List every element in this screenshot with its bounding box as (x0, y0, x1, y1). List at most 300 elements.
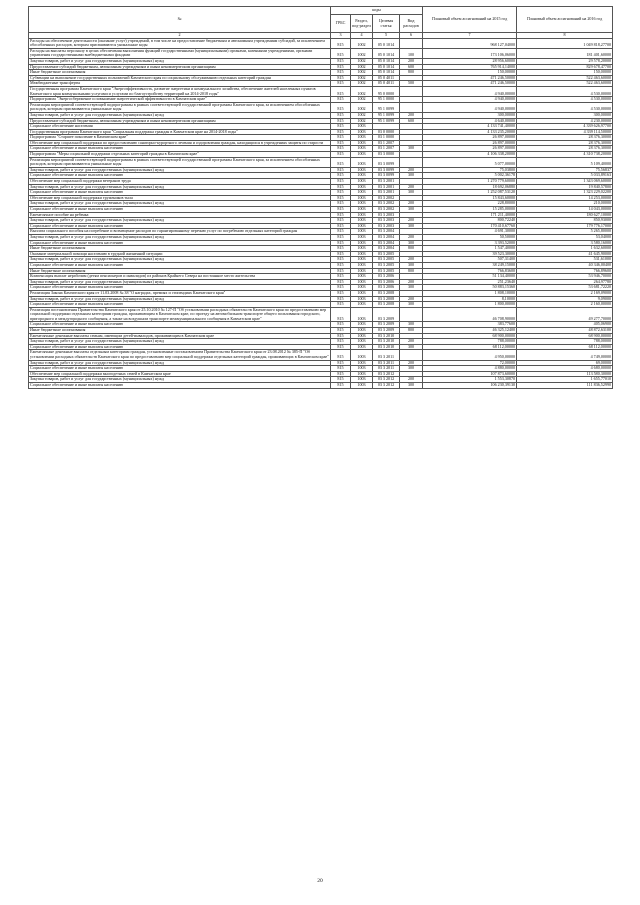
row-amount-2016: 531,61000 (517, 257, 613, 263)
row-expense-type (400, 102, 423, 112)
row-section: 1003 (351, 285, 373, 291)
row-amount-2015: 50 883,15360 (423, 285, 517, 291)
row-description: Субвенции на выполнение государственных полномочий Камчатского края по социальному обслуживанию отдельных категорий граждан (29, 75, 331, 81)
row-description: Закупка товаров, работ и услуг для государственных (муниципальных) нужд (29, 58, 331, 64)
row-expense-type: 300 (400, 285, 423, 291)
row-amount-2016: 53 681,72220 (517, 285, 613, 291)
row-amount-2016: 4 749,00000 (517, 350, 613, 360)
row-grbs: 815 (331, 81, 351, 87)
row-amount-2016: 850,93000 (517, 218, 613, 224)
row-target-code: 03 1 0000 (373, 135, 400, 141)
row-grbs: 815 (331, 167, 351, 173)
row-description: Закупка товаров, работ и услуг для государственных (муниципальных) нужд (29, 279, 331, 285)
row-description: Реализация мероприятий соответствующей подпрограммы в рамках соответствующей государственной программы Камчатского края, за исключением обособленных расходов, которым присваиваются уникальные коды (29, 157, 331, 167)
row-section: 1003 (351, 350, 373, 360)
row-amount-2015: 968 127,04000 (423, 38, 517, 48)
row-target-code: 05 0 1014 (373, 38, 400, 48)
row-amount-2016: 28 376,30000 (517, 135, 613, 141)
row-description: Закупка товаров, работ и услуг для государственных (муниципальных) нужд (29, 201, 331, 207)
row-section: 1003 (351, 360, 373, 366)
row-expense-type: 200 (400, 339, 423, 345)
row-description: Социальное обеспечение и иные выплаты населению (29, 173, 331, 179)
row-target-code: 03 3 2004 (373, 234, 400, 240)
row-expense-type: 200 (400, 58, 423, 64)
row-target-code: 95 0 0000 (373, 86, 400, 96)
row-description: Обеспечение мер социальной поддержки по предоставлению санаторно-курортного лечения и оздоровления граждан, находящихся в учреждениях защиты по старости (29, 140, 331, 146)
row-grbs: 815 (331, 350, 351, 360)
row-description: Социальное обеспечение и иные выплаты населению (29, 383, 331, 389)
row-target-code: 05 0 1014 (373, 64, 400, 70)
row-target-code: 03 3 2011 (373, 350, 400, 360)
row-section: 1003 (351, 124, 373, 130)
row-amount-2016: 28 376,30000 (517, 140, 613, 146)
column-number-cell: 5 (373, 33, 400, 39)
row-amount-2015: 788,00000 (423, 339, 517, 345)
row-amount-2016: 113 580,30000 (517, 371, 613, 377)
row-amount-2015: 4 106 338,20000 (423, 152, 517, 158)
row-section: 1003 (351, 218, 373, 224)
row-target-code: 03 3 0099 (373, 167, 400, 173)
row-target-code: 03 3 2006 (373, 285, 400, 291)
row-expense-type: 200 (400, 296, 423, 302)
row-amount-2015: 72,00000 (423, 360, 517, 366)
row-description: Расходы на выплаты персоналу в целях обеспечения выполнения функций государственными (муниципальными) органами, казенными учреждениями, органами управления государственными внебюджетными фондами (29, 48, 331, 58)
row-target-code: 95 1 0099 (373, 118, 400, 124)
row-grbs: 815 (331, 129, 351, 135)
row-amount-2015: 471 246,50000 (423, 81, 517, 87)
row-description: Реализация Закона Камчатского края от 11.03.2008 № 38 "О наградах, премиях и стипендиях Камчатского края" (29, 290, 331, 296)
row-section: 1003 (351, 146, 373, 152)
row-target-code: 03 3 0099 (373, 173, 400, 179)
row-description: Закупка товаров, работ и услуг для государственных (муниципальных) нужд (29, 234, 331, 240)
row-grbs: 815 (331, 112, 351, 118)
row-target-code: 03 3 2004 (373, 246, 400, 252)
row-target-code: 03 3 2011 (373, 360, 400, 366)
row-target-code: 03 3 2003 (373, 212, 400, 218)
row-expense-type: 100 (400, 48, 423, 58)
row-amount-2016: 48 872,63100 (517, 328, 613, 334)
row-grbs: 815 (331, 223, 351, 229)
row-grbs: 815 (331, 97, 351, 103)
row-section: 1003 (351, 195, 373, 201)
row-grbs: 815 (331, 102, 351, 112)
row-amount-2016: 264,97780 (517, 279, 613, 285)
header-codes: коды (331, 7, 423, 15)
row-amount-2016: 4 680,00000 (517, 366, 613, 372)
table-row (29, 157, 613, 167)
row-grbs: 815 (331, 218, 351, 224)
row-amount-2015: 8,10000 (423, 296, 517, 302)
header-number: № (29, 7, 331, 33)
row-amount-2015: 150,00000 (423, 70, 517, 76)
row-target-code: 03 3 2004 (373, 229, 400, 235)
row-amount-2015: 4 940,00000 (423, 97, 517, 103)
header-expense-type: Вид расходов (400, 15, 423, 33)
row-amount-2015: 1 553,30870 (423, 377, 517, 383)
row-amount-2016: 5 109,40000 (517, 157, 613, 167)
table-body (29, 38, 613, 388)
row-grbs: 815 (331, 371, 351, 377)
row-section: 1003 (351, 184, 373, 190)
row-amount-2015: 1 800,00000 (423, 302, 517, 308)
row-expense-type: 300 (400, 190, 423, 196)
row-section: 1003 (351, 344, 373, 350)
row-grbs: 815 (331, 339, 351, 345)
row-amount-2015: 171 211,40000 (423, 212, 517, 218)
row-amount-2015: 4 133 741,40000 (423, 124, 517, 130)
row-amount-2015: 4 940,00000 (423, 86, 517, 96)
row-amount-2016: 4 339 626,97700 (517, 124, 613, 130)
row-target-code: 95 1 0099 (373, 102, 400, 112)
row-target-code: 03 3 2004 (373, 240, 400, 246)
row-grbs: 815 (331, 328, 351, 334)
budget-table-page (28, 6, 612, 389)
row-expense-type: 200 (400, 112, 423, 118)
row-amount-2015: 3 393,52000 (423, 240, 517, 246)
row-target-code: 03 3 2009 (373, 322, 400, 328)
row-section: 1003 (351, 135, 373, 141)
row-description: Закупка товаров, работ и услуг для государственных (муниципальных) нужд (29, 296, 331, 302)
column-number-cell: 3 (331, 33, 351, 39)
row-amount-2016: 5 265,80000 (517, 229, 613, 235)
row-section: 1002 (351, 112, 373, 118)
row-section: 1003 (351, 179, 373, 185)
row-grbs: 815 (331, 257, 351, 263)
row-section: 1003 (351, 167, 373, 173)
row-amount-2016: 829 678,47700 (517, 64, 613, 70)
row-amount-2015: 766,83600 (423, 268, 517, 274)
row-description: Подпрограмма "Энергосбережение и повышение энергетической эффективности в Камчатском крае" (29, 97, 331, 103)
row-target-code: 03 3 2005 (373, 257, 400, 263)
table-row (29, 102, 613, 112)
row-section: 1003 (351, 333, 373, 339)
table-row (29, 350, 613, 360)
row-amount-2016: 53 946,70000 (517, 274, 613, 280)
row-grbs: 815 (331, 118, 351, 124)
row-description: Иные бюджетные ассигнования (29, 246, 331, 252)
row-section: 1003 (351, 371, 373, 377)
row-amount-2015: 4 950,00000 (423, 350, 517, 360)
row-amount-2015: 68 900,00000 (423, 333, 517, 339)
row-amount-2016: 405,06900 (517, 322, 613, 328)
table-row (29, 38, 613, 48)
row-expense-type (400, 38, 423, 48)
row-grbs: 815 (331, 207, 351, 213)
row-target-code: 03 3 2010 (373, 339, 400, 345)
row-grbs: 815 (331, 195, 351, 201)
row-amount-2015: 300,00000 (423, 112, 517, 118)
row-description: Закупка товаров, работ и услуг для государственных (муниципальных) нужд (29, 377, 331, 383)
row-target-code: 03 3 2003 (373, 223, 400, 229)
row-expense-type: 300 (400, 344, 423, 350)
row-expense-type: 500 (400, 81, 423, 87)
row-section: 1003 (351, 173, 373, 179)
row-grbs: 815 (331, 146, 351, 152)
row-grbs: 815 (331, 38, 351, 48)
row-grbs: 815 (331, 322, 351, 328)
row-amount-2015: 39 523,30000 (423, 251, 517, 257)
row-section: 1003 (351, 274, 373, 280)
row-section: 1002 (351, 118, 373, 124)
row-section: 1003 (351, 129, 373, 135)
row-section: 1003 (351, 366, 373, 372)
row-amount-2015: 251,23640 (423, 279, 517, 285)
row-expense-type (400, 157, 423, 167)
row-target-code: 03 0 0000 (373, 129, 400, 135)
row-expense-type: 200 (400, 360, 423, 366)
row-grbs: 815 (331, 184, 351, 190)
row-expense-type: 800 (400, 246, 423, 252)
row-description: Государственная программа Камчатского края "Социальная поддержка граждан в Камчатском крае на 2014-2018 годы" (29, 129, 331, 135)
row-expense-type: 300 (400, 223, 423, 229)
row-section: 1002 (351, 64, 373, 70)
row-section: 1003 (351, 246, 373, 252)
row-amount-2016: 4 530,00000 (517, 86, 613, 96)
row-target-code: 03 3 2008 (373, 296, 400, 302)
row-amount-2016: 41 645,90000 (517, 251, 613, 257)
row-amount-2015: 26 897,00000 (423, 135, 517, 141)
row-amount-2016: 3 580,16000 (517, 240, 613, 246)
row-target-code: 03 3 2002 (373, 207, 400, 213)
row-target-code: 03 3 0000 (373, 152, 400, 158)
row-description: Закупка товаров, работ и услуг для государственных (муниципальных) нужд (29, 167, 331, 173)
row-grbs: 815 (331, 251, 351, 257)
row-expense-type: 300 (400, 322, 423, 328)
row-amount-2015: 107 873,60000 (423, 371, 517, 377)
row-grbs: 815 (331, 48, 351, 58)
row-grbs: 815 (331, 135, 351, 141)
row-amount-2016: 19 840,57800 (517, 184, 613, 190)
row-amount-2015: 1 547,40000 (423, 246, 517, 252)
row-amount-2015: 1 270 779,60000 (423, 179, 517, 185)
row-amount-2015: 18 692,06880 (423, 184, 517, 190)
row-expense-type: 600 (400, 64, 423, 70)
row-amount-2016: 5 033,89163 (517, 173, 613, 179)
row-target-code: 03 3 2002 (373, 195, 400, 201)
row-expense-type: 200 (400, 279, 423, 285)
row-description: Обеспечение мер социальной поддержки тружеников тыла (29, 195, 331, 201)
row-description: Социальное обеспечение и иные выплаты населению (29, 190, 331, 196)
row-section: 1003 (351, 339, 373, 345)
row-amount-2015: 228,80000 (423, 201, 517, 207)
row-grbs: 815 (331, 75, 351, 81)
row-section: 1003 (351, 190, 373, 196)
row-amount-2016: 522 463,60000 (517, 75, 613, 81)
row-grbs: 815 (331, 64, 351, 70)
table-row (29, 307, 613, 322)
row-expense-type: 200 (400, 167, 423, 173)
row-description: Иные бюджетные ассигнования (29, 70, 331, 76)
table-row (29, 48, 613, 58)
row-amount-2015: 68 112,00000 (423, 344, 517, 350)
page-number: 20 (317, 878, 323, 884)
row-section: 1003 (351, 328, 373, 334)
row-grbs: 815 (331, 360, 351, 366)
row-amount-2016: 4 530,00000 (517, 97, 613, 103)
row-description: Социальное обеспечение и иные выплаты населению (29, 302, 331, 308)
row-expense-type: 200 (400, 377, 423, 383)
row-amount-2016: 210,00000 (517, 201, 613, 207)
row-amount-2016: 179 776,17000 (517, 223, 613, 229)
row-amount-2016: 75,56837 (517, 167, 613, 173)
row-amount-2015: 46 325,12400 (423, 328, 517, 334)
row-amount-2015: 26 897,00000 (423, 146, 517, 152)
row-target-code: 03 3 2008 (373, 290, 400, 296)
row-amount-2016: 1 049 818,27700 (517, 38, 613, 48)
row-section: 1003 (351, 229, 373, 235)
row-amount-2016: 522 463,60000 (517, 81, 613, 87)
row-amount-2016: 181 401,60000 (517, 48, 613, 58)
row-target-code: 05 0 4011 (373, 75, 400, 81)
row-amount-2015: 765 914,14000 (423, 64, 517, 70)
row-section: 1002 (351, 97, 373, 103)
row-target-code: 03 3 2002 (373, 201, 400, 207)
row-expense-type: 300 (400, 173, 423, 179)
row-amount-2016: 1 632,60000 (517, 246, 613, 252)
row-amount-2015: 800,72240 (423, 218, 517, 224)
row-description: Закупка товаров, работ и услуг для государственных (муниципальных) нужд (29, 339, 331, 345)
row-grbs: 815 (331, 344, 351, 350)
row-target-code: 03 3 2001 (373, 184, 400, 190)
row-section: 1003 (351, 296, 373, 302)
row-amount-2015: 4 640,00000 (423, 118, 517, 124)
header-target: Целевая статья (373, 15, 400, 33)
row-target-code: 03 1 2007 (373, 146, 400, 152)
row-description: Социальное обеспечение и иные выплаты населению (29, 285, 331, 291)
row-description: Ежемесячные денежные выплаты отдельным категориям граждан, установленные постановлением Правительства Камчатского края от 23.08.2012 № 385-П "Об установлении расходных обязательств Камчатского края по предоставлению мер социальной поддержки отдельных категорий граждан, проживающих в Камчатском крае" (30, 349, 329, 360)
row-grbs: 815 (331, 229, 351, 235)
row-grbs: 815 (331, 366, 351, 372)
column-number-cell: 6 (400, 33, 423, 39)
row-section: 1003 (351, 290, 373, 296)
row-description: Закупка товаров, работ и услуг для государственных (муниципальных) нужд (29, 218, 331, 224)
row-amount-2016: 1 343 069,60000 (517, 179, 613, 185)
row-grbs: 815 (331, 302, 351, 308)
row-description: Компенсация выплат нерабочим (детям пенсионеров и инвалидов) из районов Крайнего Севера на постоянное место жительства (29, 274, 331, 280)
row-amount-2015: 1 252 087,53120 (423, 190, 517, 196)
row-target-code: 03 3 0099 (373, 157, 400, 167)
row-target-code: 05 0 1014 (373, 70, 400, 76)
column-number-cell: 7 (423, 33, 517, 39)
row-target-code: 05 0 1014 (373, 58, 400, 64)
row-grbs: 815 (331, 58, 351, 64)
row-description: Закупка товаров, работ и услуг для государственных (муниципальных) нужд (29, 184, 331, 190)
row-amount-2016: 788,00000 (517, 339, 613, 345)
row-expense-type: 300 (400, 207, 423, 213)
row-amount-2016: 4 230,00000 (517, 118, 613, 124)
row-expense-type: 800 (400, 328, 423, 334)
row-amount-2016: 766,89600 (517, 268, 613, 274)
row-amount-2016: 68 900,00000 (517, 333, 613, 339)
row-description: Государственная программа Камчатского края "Энергоэффективность, развитие энергетики и коммунального хозяйства, обеспечение жителей населенных пунктов Камчатского края коммунальными услугами и услугами по благоустройству территорий на 2014-2018 годы" (29, 86, 331, 96)
row-grbs: 815 (331, 333, 351, 339)
row-amount-2015: 383,77600 (423, 322, 517, 328)
row-description: Социальное обеспечение и иные выплаты населению (29, 262, 331, 268)
row-amount-2015: 26 897,00000 (423, 140, 517, 146)
row-description: Социальное обеспечение и иные выплаты населению (29, 322, 331, 328)
row-amount-2015: 5 077,00000 (423, 157, 517, 167)
row-amount-2015: 15 285,00000 (423, 207, 517, 213)
row-target-code: 03 3 2005 (373, 268, 400, 274)
row-description: Социальное обеспечение населения (29, 124, 331, 130)
row-amount-2015: 4 691,30000 (423, 229, 517, 235)
row-grbs: 815 (331, 157, 351, 167)
row-description: Оказание материальной помощи населению в трудной жизненной ситуации (29, 251, 331, 257)
column-number-cell: 2 (29, 33, 331, 39)
row-target-code: 95 1 0099 (373, 112, 400, 118)
row-target-code: 03 3 2005 (373, 262, 400, 268)
row-amount-2015: 75,03800 (423, 167, 517, 173)
row-expense-type (400, 350, 423, 360)
header-2016: Плановый объем ассигнований на 2016 год (517, 7, 613, 33)
column-number-cell: 4 (351, 33, 373, 39)
row-grbs: 815 (331, 212, 351, 218)
row-expense-type: 300 (400, 383, 423, 389)
row-description: Закупка товаров, работ и услуг для государственных (муниципальных) нужд (29, 257, 331, 263)
header-2015: Плановый объем ассигнований на 2015 год (423, 7, 517, 33)
row-section: 1003 (351, 268, 373, 274)
row-section: 1003 (351, 240, 373, 246)
row-target-code: 03 3 2010 (373, 344, 400, 350)
row-grbs: 815 (331, 173, 351, 179)
row-amount-2016: 4 310 738,20000 (517, 152, 613, 158)
row-amount-2016: 300,00000 (517, 112, 613, 118)
row-amount-2016: 4 339 114,50000 (517, 129, 613, 135)
row-amount-2015: 28 956,60000 (423, 58, 517, 64)
row-target-code: 03 3 2001 (373, 190, 400, 196)
row-expense-type (400, 86, 423, 96)
row-amount-2016: 14 253,00000 (517, 195, 613, 201)
row-amount-2016: 2 169,09000 (517, 290, 613, 296)
row-expense-type: 200 (400, 184, 423, 190)
row-amount-2016: 28 376,30000 (517, 146, 613, 152)
row-grbs: 815 (331, 296, 351, 302)
row-description: Обеспечение мер социальной поддержки ветеранов труда (29, 179, 331, 185)
row-amount-2016: 111 836,52990 (517, 383, 613, 389)
row-target-code: 03 3 2012 (373, 383, 400, 389)
row-amount-2015: 471 246,50000 (423, 75, 517, 81)
row-amount-2016: 49 277,70000 (517, 307, 613, 322)
row-description: Предоставление субсидий бюджетным, автономным учреждениям и иным некоммерческим организациям (29, 118, 331, 124)
row-target-code: 03 3 2001 (373, 179, 400, 185)
row-target-code: 03 3 2006 (373, 279, 400, 285)
row-amount-2015: 5 002,36178 (423, 173, 517, 179)
row-section: 1002 (351, 86, 373, 96)
row-amount-2015: 106 230,39130 (423, 383, 517, 389)
row-amount-2016: 68 112,00000 (517, 344, 613, 350)
row-section: 1002 (351, 58, 373, 64)
row-description: Реализация постановления Правительства Камчатского края от 25.10.2010 № 127-П "Об установлении расходных обязательств Камчатского края по предоставлению мер социальной поддержки отдельным категориям граждан, проживающим в Камчатском крае, по проезду на автомобильном транспорте общего пользования городского, пригородного и междугородного сообщения, а также на воздушном транспорте межмуниципального сообщения в Камчатском крае" (29, 307, 331, 322)
row-amount-2015: 50,50000 (423, 234, 517, 240)
row-section: 1003 (351, 157, 373, 167)
row-section: 1003 (351, 234, 373, 240)
row-amount-2015: 38 249,15000 (423, 262, 517, 268)
row-expense-type: 800 (400, 268, 423, 274)
row-expense-type (400, 307, 423, 322)
row-description: Закупка товаров, работ и услуг для государственных (муниципальных) нужд (29, 360, 331, 366)
row-description: Расходы на обеспечение деятельности (оказание услуг) учреждений, в том числе на предоставление бюджетным и автономным учреждениям субсидий, за исключением обособленных расходов, которым присваиваются уникальные коды (29, 38, 331, 48)
row-target-code: 03 3 2011 (373, 366, 400, 372)
row-grbs: 815 (331, 274, 351, 280)
row-expense-type: 800 (400, 70, 423, 76)
row-amount-2015: 4 880,00000 (423, 366, 517, 372)
row-description: Закупка товаров, работ и услуг для государственных (муниципальных) нужд (29, 112, 331, 118)
row-section: 1003 (351, 152, 373, 158)
row-expense-type: 200 (400, 201, 423, 207)
row-grbs: 815 (331, 268, 351, 274)
row-target-code: 03 3 2008 (373, 302, 400, 308)
row-amount-2015: 1 808,10000 (423, 290, 517, 296)
